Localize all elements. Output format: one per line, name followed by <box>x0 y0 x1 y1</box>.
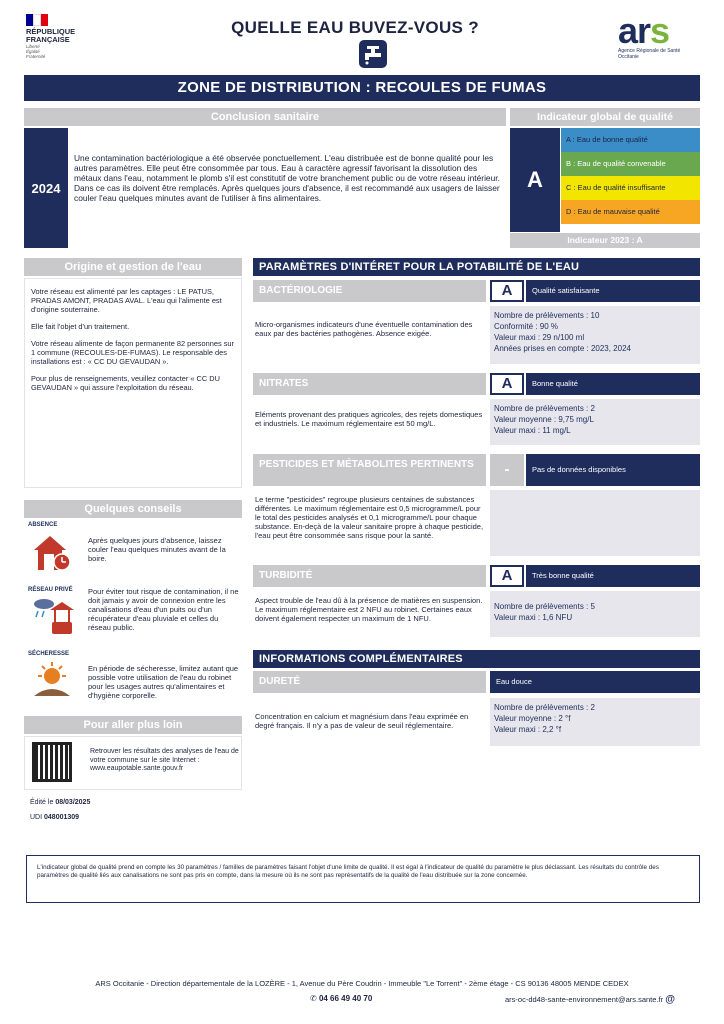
indicator-footer: Indicateur 2023 : A <box>510 233 700 248</box>
param-grade-turbidity: A <box>490 565 524 587</box>
param-title-nitrates: NITRATES <box>253 373 486 395</box>
edit-date <box>30 799 90 806</box>
address: ARS Occitanie - Direction départementale de la LOZÈRE - 1, Avenue du Père Coudrin - Immeuble "Le Torrent" - 2ème étage - CS 90136 48005 MENDE CEDEX <box>95 979 629 988</box>
param-title-hardness: DURETÉ <box>253 671 486 693</box>
phone-icon: ✆ <box>310 994 317 1003</box>
zone-banner: ZONE DE DISTRIBUTION : RECOULES DE FUMAS <box>24 75 700 101</box>
param-quality-pesticides: Pas de données disponibles <box>526 454 700 486</box>
param-desc-bacterio: Micro-organismes indicateurs d'une éventuelle contamination des eaux par des bactéries pathogènes. Absence exigée. <box>255 320 473 338</box>
param-desc-pesticides: Le terme "pesticides" regroupe plusieurs centaines de substances différentes. Le maximum réglementaire est 0,5 microgramme/L pour le total des pesticides analysés et 0,1 microgramme/L pour chaque substance. En-deçà de la valeur sanitaire propre à chaque pesticide, l'eau peut être consommée sans risque pour la santé. <box>255 495 484 540</box>
house-clock-icon <box>30 532 74 572</box>
rf-motto3: Fraternité <box>26 54 46 59</box>
param-desc-nitrates: Eléments provenant des pratiques agricoles, des rejets domestiques et industriels. Le maximum réglementaire est 50 mg/L. <box>255 410 483 428</box>
info-heading: INFORMATIONS COMPLÉMENTAIRES <box>253 650 700 668</box>
udi-value: 048001309 <box>44 814 80 821</box>
tip-label-private-network: RÉSEAU PRIVÉ <box>28 587 73 593</box>
edit-date-value: 08/03/2025 <box>55 799 91 806</box>
rf-motto1: Liberté <box>26 44 40 49</box>
conclusion-heading: Conclusion sanitaire <box>24 108 506 126</box>
edit-date-label: Édité le <box>30 799 54 806</box>
param-grade-pesticides: - <box>490 454 524 486</box>
rf-line2: FRANÇAISE <box>26 35 70 44</box>
udi-label: UDI <box>30 814 43 821</box>
param-title-turbidity: TURBIDITÉ <box>253 565 486 587</box>
stat-hardness-mean: Valeur moyenne : 2 °f <box>494 714 571 723</box>
footnote-box: L'indicateur global de qualité prend en compte les 30 paramètres / familles de paramètres faisant l'objet d'une limite de qualité. Il est égal à l'indicateur de qualité du paramètre le plus déclassant. Les résultats du contrôle des paramètres de qualité liés aux canalisations ne sont pas pris en compte, dans la mesure où ils ne sont pas représentatifs de la qualité de l'eau distribuée sur la zone concernée. <box>26 855 700 903</box>
param-stats-bacterio <box>490 306 700 364</box>
param-stats-pesticides <box>490 490 700 556</box>
stat-nitrates-mean: Valeur moyenne : 9,75 mg/L <box>494 415 594 424</box>
tip-label-absence: ABSENCE <box>28 522 58 528</box>
water-tap-icon <box>359 40 387 68</box>
param-stats-hardness <box>490 698 700 746</box>
stat-nitrates-max: Valeur maxi : 11 mg/L <box>494 426 571 435</box>
indicator-grade: A <box>510 128 560 232</box>
at-icon: @ <box>665 994 675 1005</box>
tip-label-drought: SÉCHERESSE <box>28 651 70 657</box>
tip-text-drought: En période de sécheresse, limitez autant que possible votre utilisation de l'eau du robinet pour les usages autres qu'alimentaires et d'hygiène corporelle. <box>88 664 239 700</box>
origin-p4: Pour plus de renseignements, veuillez contacter « CC DU GEVAUDAN » qui assure l'exploitation du réseau. <box>31 374 220 392</box>
param-title-bacterio: BACTÉRIOLOGIE <box>253 280 486 302</box>
conclusion-text: Une contamination bactériologique a été observée ponctuellement. L'eau distribuée est de bonne qualité pour les autres paramètres. Elle peut être consommée par tous. Eau à caractère agressif favorisant la dissolution des métaux dans l'eau, notamment le plomb s'il est constitutif de votre branchement public ou de votre réseau intérieur. Dans ce cas ils doivent être remplacés. Après quelques jours d'absence, il est recommandé aux usagers de laisser couler l'eau quelques minutes avant de l'utiliser à fins alimentaires. <box>74 153 500 203</box>
stat-bacterio-conformity: Conformité : 90 % <box>494 322 559 331</box>
well-rain-icon <box>30 596 74 636</box>
tip-text-absence: Après quelques jours d'absence, laissez couler l'eau quelques minutes avant de la boire. <box>88 536 226 563</box>
phone <box>310 994 372 1003</box>
param-quality-nitrates: Bonne qualité <box>526 373 700 395</box>
stat-bacterio-years: Années prises en compte : 2023, 2024 <box>494 344 631 353</box>
tip-text-private-network: Pour éviter tout risque de contamination, il ne doit jamais y avoir de connexion entre les canalisations d'eau d'un puits ou d'un récupérateur d'eau pluviale et celles du réseau public. <box>88 587 239 632</box>
ars-logo <box>618 10 702 66</box>
origin-p3: Votre réseau alimente de façon permanente 82 personnes sur 1 commune (RECOULES-DE-FUMAS). Le responsable des installations est : « CC DU GEVAUDAN ». <box>31 339 234 366</box>
param-desc-turbidity: Aspect trouble de l'eau dû à la présence de matières en suspension. Le maximum réglementaire est 2 NFU au robinet. Certaines eaux doivent également respecter un maximum de 1 NFU. <box>255 596 483 623</box>
rf-motto2: Égalité <box>26 49 40 54</box>
origin-box <box>24 278 242 488</box>
params-heading: PARAMÈTRES D'INTÉRET POUR LA POTABILITÉ DE L'EAU <box>253 258 700 276</box>
udi-code <box>30 814 79 821</box>
param-title-pesticides: PESTICIDES ET MÉTABOLITES PERTINENTS <box>253 454 486 486</box>
further-heading: Pour aller plus loin <box>24 716 242 734</box>
param-stats-turbidity <box>490 591 700 637</box>
stat-turbidity-max: Valeur maxi : 1,6 NFU <box>494 613 573 622</box>
indicator-row-d: D : Eau de mauvaise qualité <box>561 200 700 224</box>
ars-sub1: Agence Régionale de Santé <box>618 48 681 54</box>
qr-code-icon[interactable] <box>32 742 72 782</box>
email-address[interactable]: ars-oc-dd48-sante-environnement@ars.sante.fr <box>505 995 664 1004</box>
phone-number[interactable]: 04 66 49 40 70 <box>318 994 373 1003</box>
further-text: Retrouver les résultats des analyses de l'eau de votre commune sur le site Internet : www.eaupotable.sante.gouv.fr <box>90 748 239 772</box>
drought-sun-icon <box>30 660 74 700</box>
email <box>505 994 675 1005</box>
param-grade-nitrates: A <box>490 373 524 395</box>
page-title: QUELLE EAU BUVEZ-VOUS ? <box>231 18 479 37</box>
indicator-heading: Indicateur global de qualité <box>510 108 700 126</box>
advice-heading: Quelques conseils <box>24 500 242 518</box>
rf-line1: RÉPUBLIQUE <box>26 27 76 36</box>
indicator-row-b: B : Eau de qualité convenable <box>561 152 700 176</box>
stat-hardness-max: Valeur maxi : 2,2 °f <box>494 725 562 734</box>
indicator-row-c: C : Eau de qualité insuffisante <box>561 176 700 200</box>
param-grade-bacterio: A <box>490 280 524 302</box>
stat-turbidity-samples: Nombre de prélèvements : 5 <box>494 602 595 611</box>
stat-bacterio-samples: Nombre de prélèvements : 10 <box>494 311 600 320</box>
republique-francaise-logo <box>26 14 96 59</box>
stat-bacterio-max: Valeur maxi : 29 n/100 ml <box>494 333 585 342</box>
ars-logo-text: ars <box>618 10 670 51</box>
param-quality-bacterio: Qualité satisfaisante <box>526 280 700 302</box>
param-desc-hardness: Concentration en calcium et magnésium dans l'eau exprimée en degré français. Il n'y a pas de valeur de seuil réglementaire. <box>255 712 469 730</box>
conclusion-year: 2024 <box>24 128 68 248</box>
param-quality-hardness: Eau douce <box>490 671 700 693</box>
origin-p2: Elle fait l'objet d'un traitement. <box>31 322 130 331</box>
stat-hardness-samples: Nombre de prélèvements : 2 <box>494 703 595 712</box>
french-flag-icon <box>26 14 48 26</box>
stat-nitrates-samples: Nombre de prélèvements : 2 <box>494 404 595 413</box>
ars-sub2: Occitanie <box>618 54 639 60</box>
origin-heading: Origine et gestion de l'eau <box>24 258 242 276</box>
indicator-row-a: A : Eau de bonne qualité <box>561 128 700 152</box>
param-stats-nitrates <box>490 399 700 445</box>
param-quality-turbidity: Très bonne qualité <box>526 565 700 587</box>
origin-p1: Votre réseau est alimenté par les captages : LE PATUS, PRADAS AMONT, PRADAS AVAL. L'eau qui l'alimente est d'origine souterraine. <box>31 287 222 314</box>
